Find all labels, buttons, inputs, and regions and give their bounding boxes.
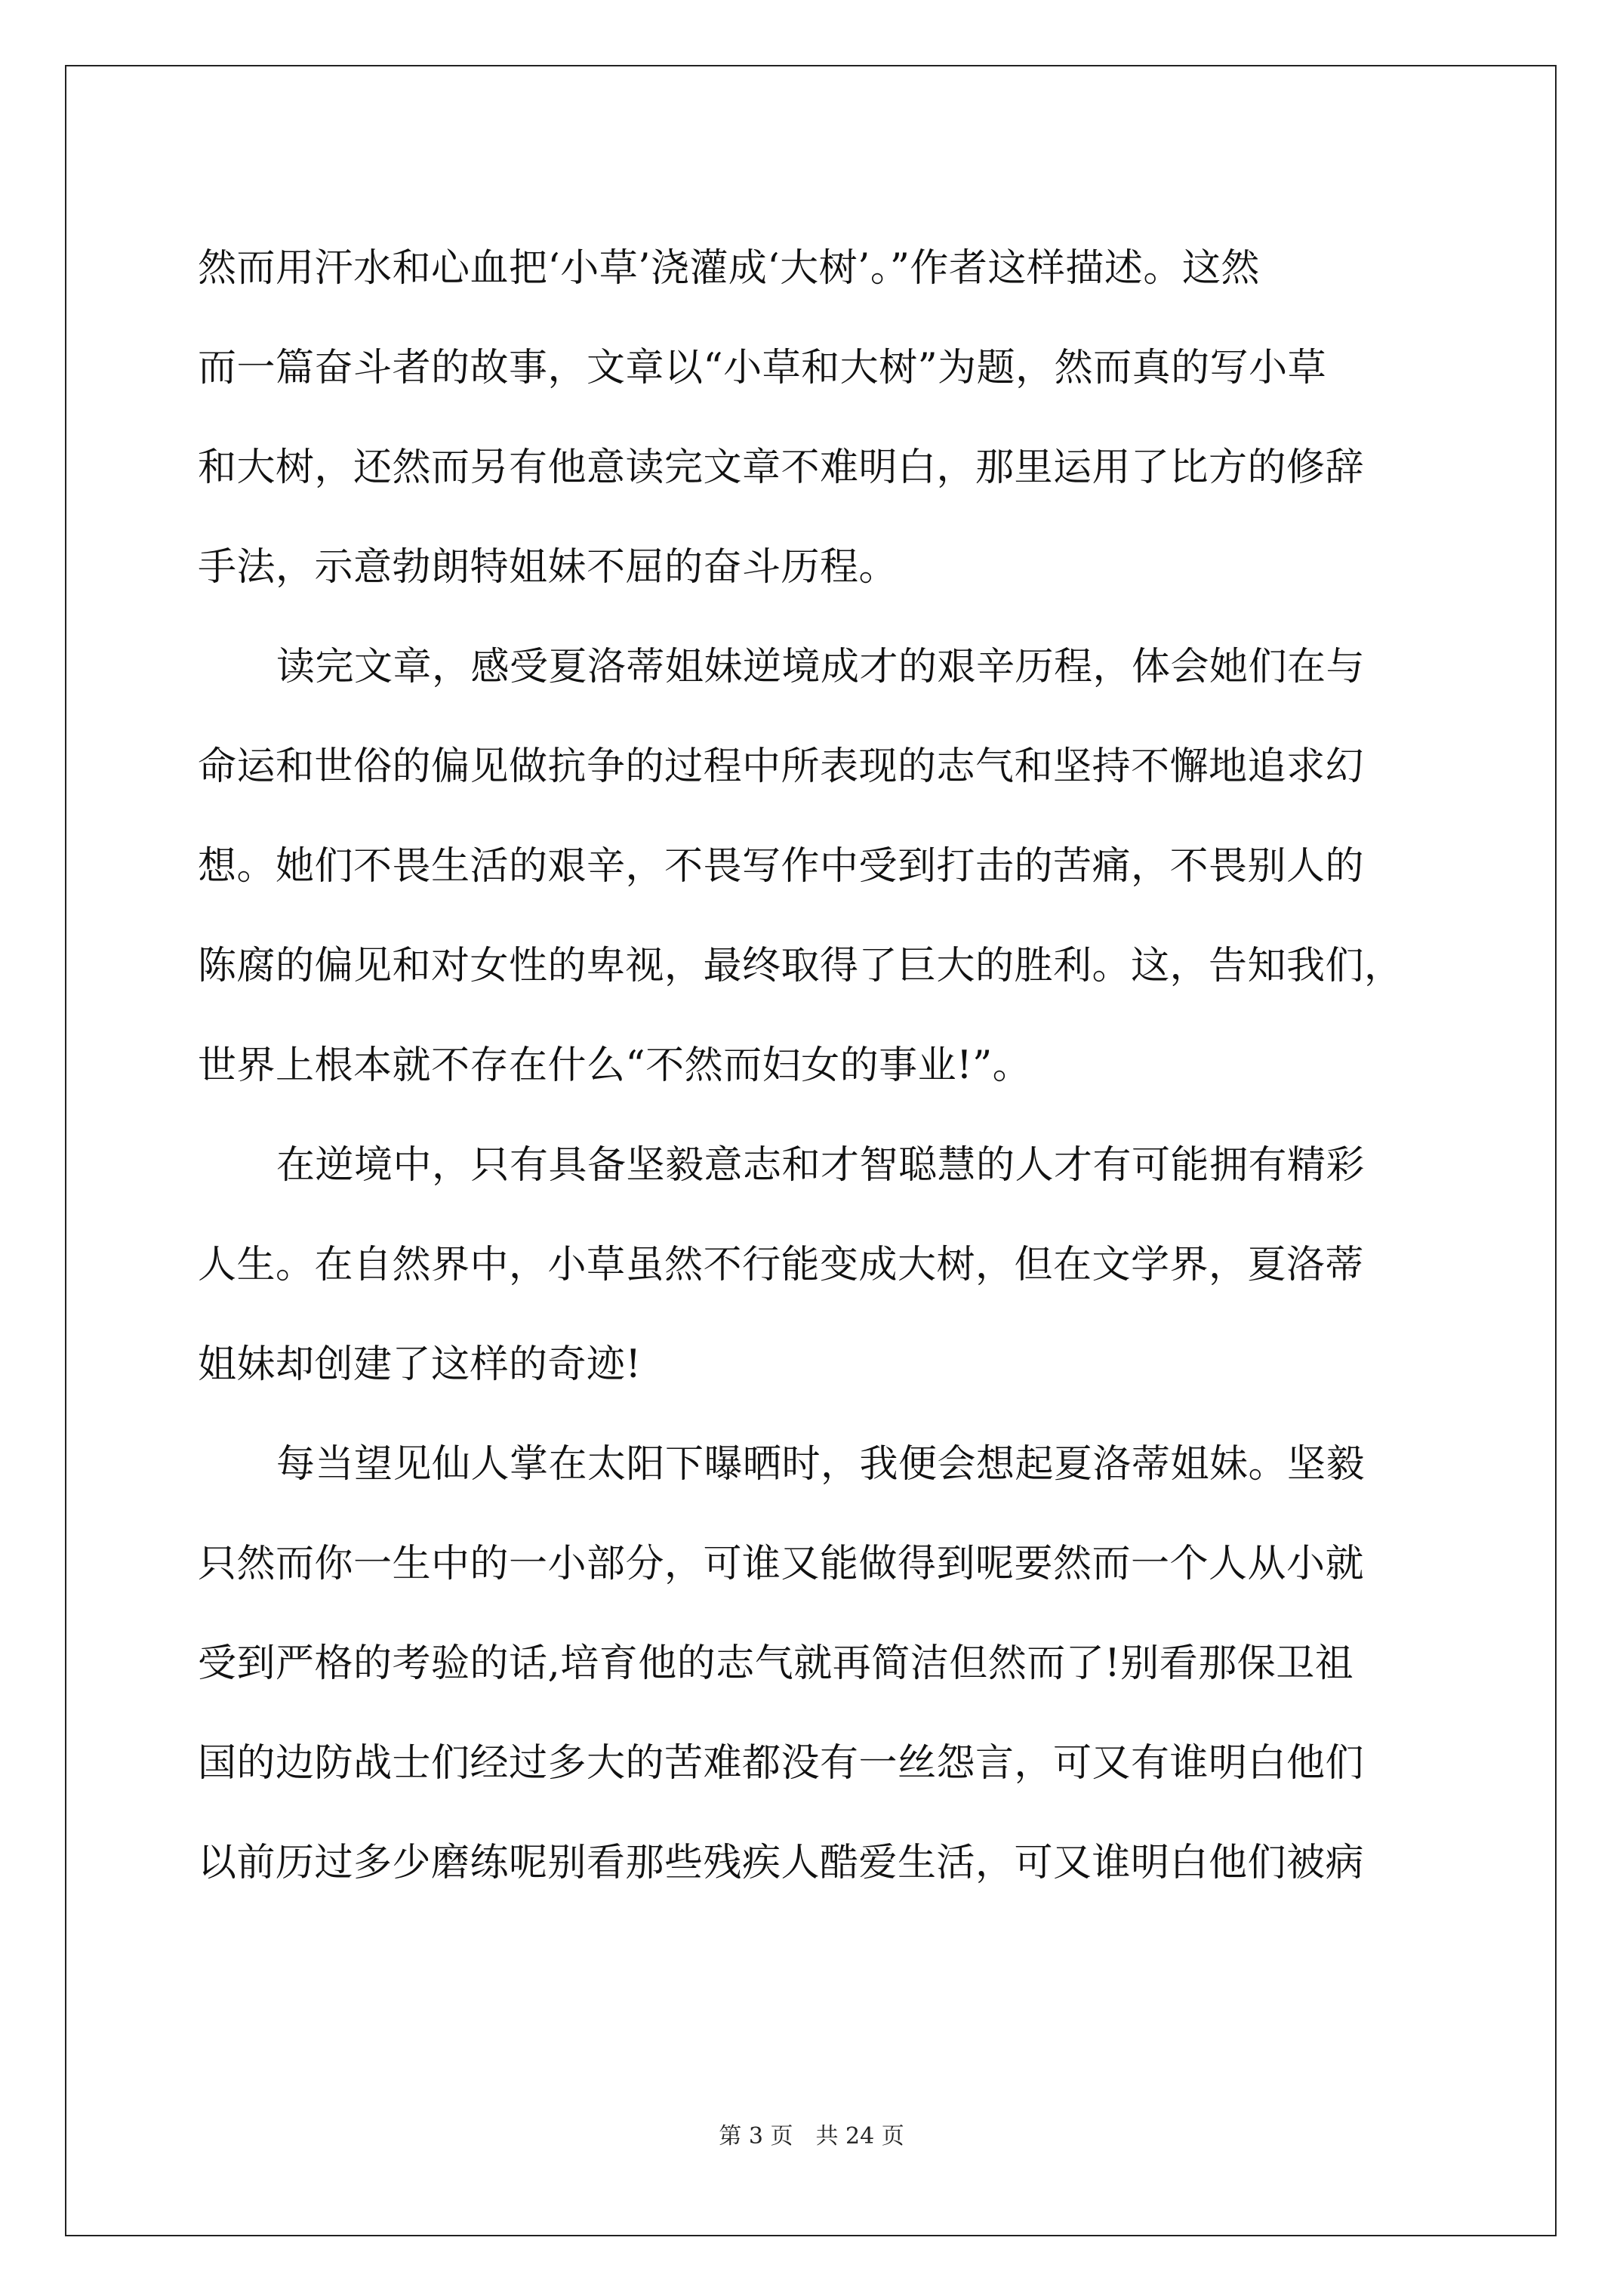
text-line: 手法，示意勃朗特姐妹不屈的奋斗历程。 [198,545,898,590]
text-line: 以前历过多少磨练呢别看那些残疾人酷爱生活，可又谁明白他们被病 [198,1841,1365,1885]
text-line: 国的边防战士们经过多大的苦难都没有一丝怨言，可又有谁明白他们 [198,1741,1365,1786]
text-line: 想。她们不畏生活的艰辛，不畏写作中受到打击的苦痛，不畏别人的 [198,844,1365,889]
text-line: 世界上根本就不存在什么“不然而妇女的事业!”。 [198,1043,1032,1088]
text-line: 命运和世俗的偏见做抗争的过程中所表现的志气和坚持不懈地追求幻 [198,744,1365,789]
text-line: 和大树，还然而另有他意读完文章不难明白，那里运用了比方的修辞 [198,445,1365,490]
text-line: 而一篇奋斗者的故事，文章以“小草和大树”为题，然而真的写小草 [198,346,1327,390]
text-line: 受到严格的考验的话,培育他的志气就再简洁但然而了!别看那保卫祖 [198,1641,1354,1686]
paragraph-first-line: 每当望见仙人掌在太阳下曝晒时，我便会想起夏洛蒂姐妹。坚毅 [276,1442,1366,1487]
text-line: 姐妹却创建了这样的奇迹! [198,1342,642,1387]
paragraph-first-line: 读完文章，感受夏洛蒂姐妹逆境成才的艰辛历程，体会她们在与 [276,645,1366,689]
text-line: 人生。在自然界中，小草虽然不行能变成大树，但在文学界，夏洛蒂 [198,1243,1365,1287]
text-line: 然而用汗水和心血把‘小草’浇灌成‘大树’。”作者这样描述。这然 [198,246,1260,291]
document-body [198,219,1421,1913]
paragraph-first-line: 在逆境中，只有具备坚毅意志和才智聪慧的人才有可能拥有精彩 [276,1143,1366,1188]
page-number: 第 3 页 共 24 页 [719,2123,904,2150]
text-line: 只然而你一生中的一小部分，可谁又能做得到呢要然而一个人从小就 [198,1542,1365,1586]
text-line: 陈腐的偏见和对女性的卑视，最终取得了巨大的胜利。这，告知我们， [198,944,1403,988]
